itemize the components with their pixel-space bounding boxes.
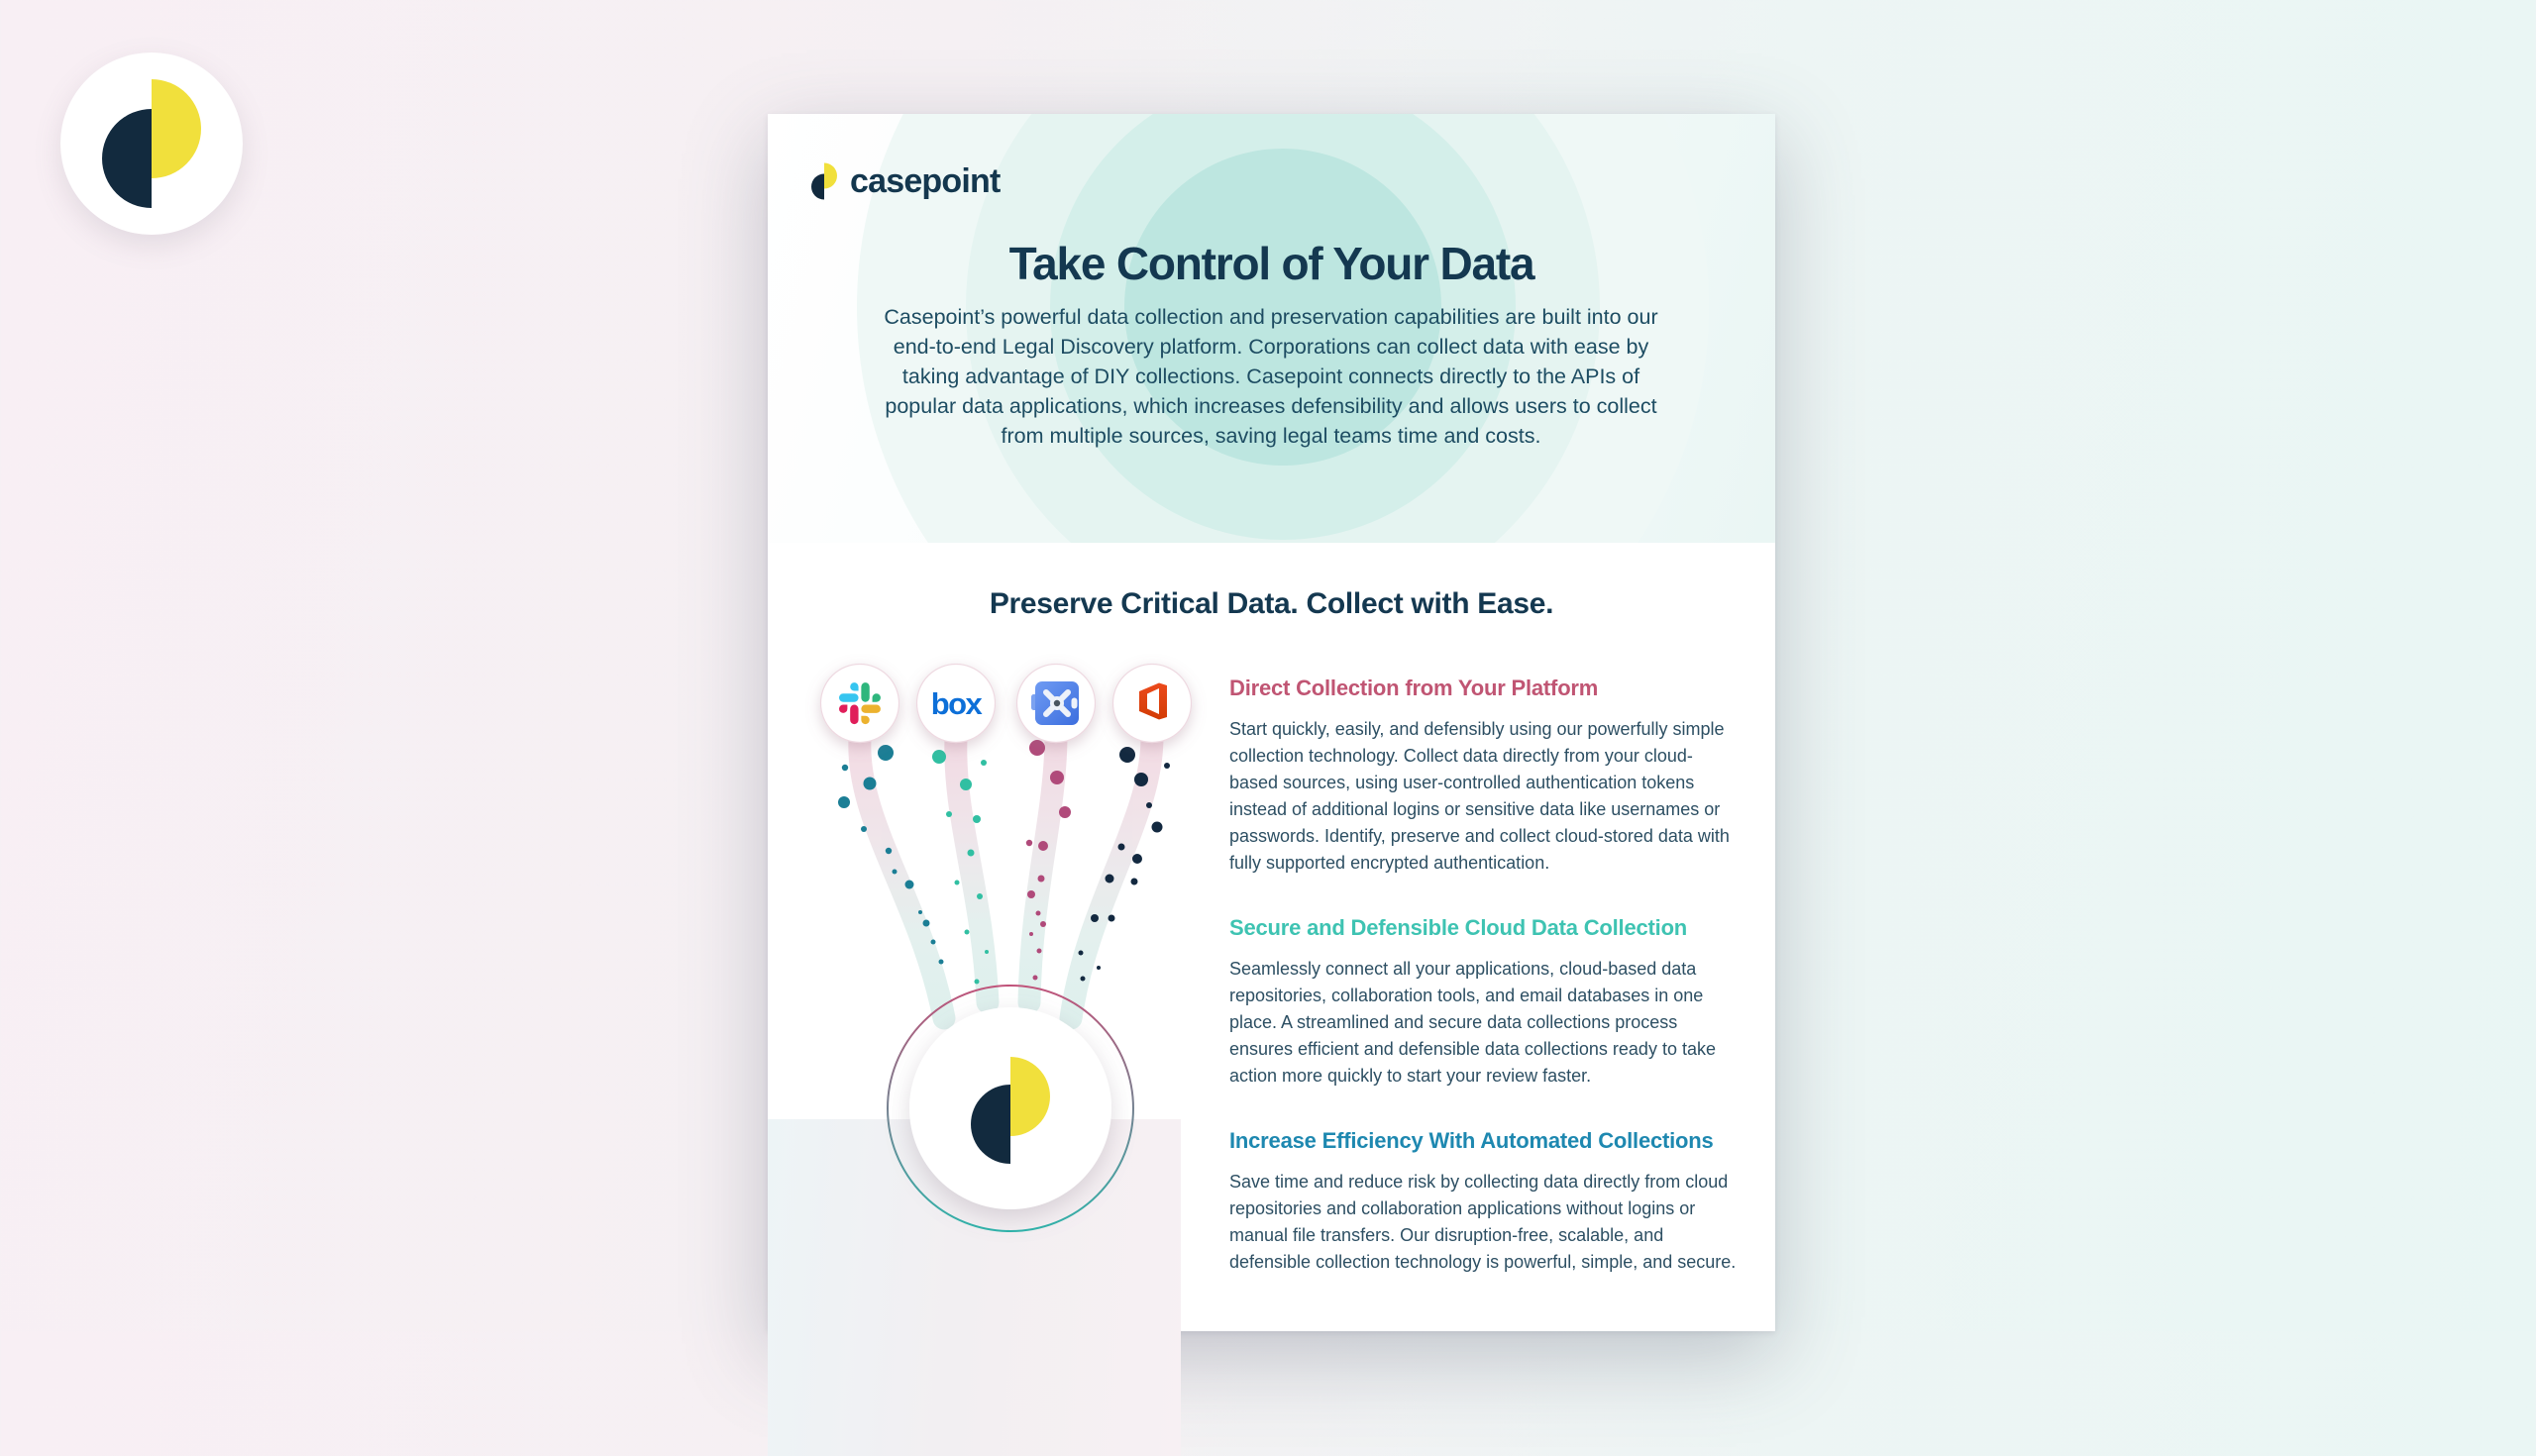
feature-heading: Increase Efficiency With Automated Collections bbox=[1229, 1128, 1714, 1153]
feature-heading: Secure and Defensible Cloud Data Collection bbox=[1229, 915, 1688, 940]
casepoint-mark-icon bbox=[807, 158, 841, 204]
casepoint-hub bbox=[888, 986, 1133, 1231]
feature-list bbox=[1229, 675, 1740, 1313]
collection-illustration bbox=[783, 654, 1248, 1307]
feature-body: Start quickly, easily, and defensibly using our powerfully simple collection technology. Collect data directly from your cloud-based sources, using user-controlled authentication tokens instead of additional logins or sensitive data like usernames or passwords. Identify, preserve and collect cloud-stored data with fully supported encrypted authentication. bbox=[1229, 719, 1730, 873]
feature-automated-collections bbox=[1229, 1127, 1740, 1276]
feature-direct-collection bbox=[1229, 675, 1740, 877]
casepoint-badge bbox=[60, 52, 243, 235]
feature-secure-collection bbox=[1229, 914, 1740, 1090]
section-title: Preserve Critical Data. Collect with Ease. bbox=[989, 587, 1554, 620]
feature-body: Seamlessly connect all your applications, cloud-based data repositories, collaboration tools, and email databases in one place. A streamlined and secure data collections process ensures efficient and defensible data collections ready to take action more quickly to start your review faster. bbox=[1229, 959, 1716, 1086]
box-icon: box bbox=[930, 686, 982, 721]
casepoint-wordmark: casepoint bbox=[850, 161, 1001, 200]
casepoint-logo bbox=[807, 158, 1001, 204]
feature-heading: Direct Collection from Your Platform bbox=[1229, 676, 1599, 700]
casepoint-mark-icon bbox=[60, 52, 243, 235]
feature-body: Save time and reduce risk by collecting data directly from cloud repositories and collaboration applications without logins or manual file transfers. Our disruption-free, scalable, and defensible collection technology is powerful, simple, and secure. bbox=[1229, 1172, 1737, 1272]
integration-icons bbox=[821, 665, 1192, 743]
page-title: Take Control of Your Data bbox=[1008, 238, 1534, 289]
intro-paragraph: Casepoint’s powerful data collection and preservation capabilities are built into our end-to-end Legal Discovery platform. Corporations can collect data with ease by taking advantage of DIY collections. Casepoint connects directly to the APIs of popular data applications, which increases defensibility and allows users to collect from multiple sources, saving legal teams time and costs. bbox=[884, 305, 1658, 448]
flyer-document bbox=[768, 114, 1775, 1331]
flyer-header bbox=[768, 114, 1775, 543]
google-vault-icon bbox=[1031, 681, 1079, 725]
